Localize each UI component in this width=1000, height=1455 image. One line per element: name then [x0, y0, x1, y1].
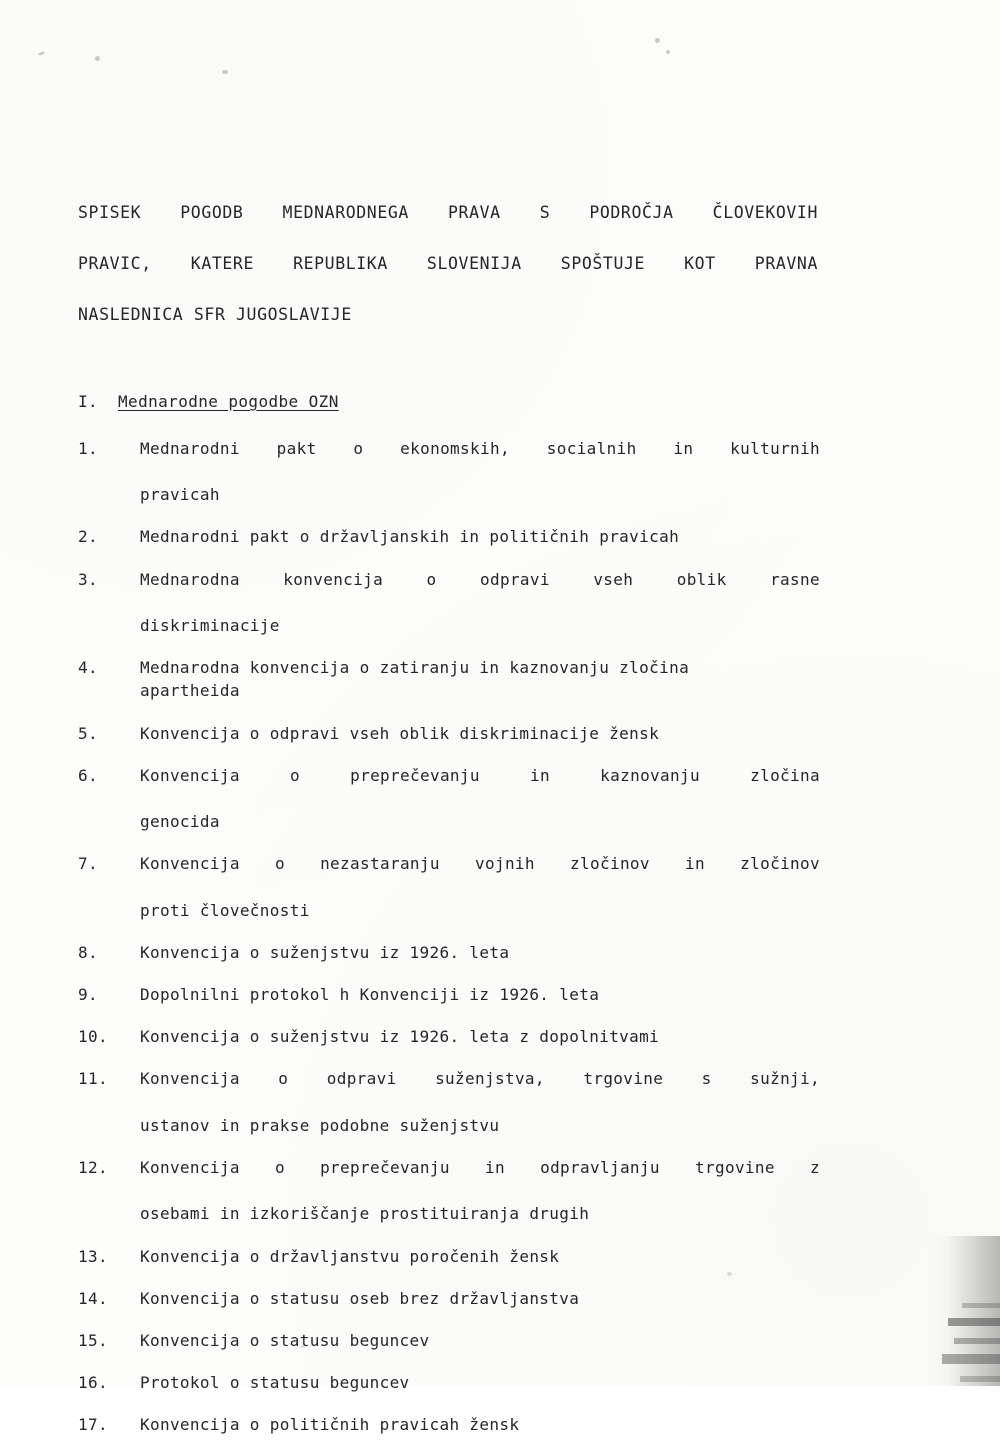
item-number: 5. [78, 723, 98, 743]
item-line: osebami in izkoriščanje prostituiranja drugih [140, 1204, 590, 1224]
item-number: 2. [78, 527, 98, 547]
scan-speck [95, 56, 100, 61]
item-line: Konvencija o suženjstvu iz 1926. leta z dopolnitvami [140, 1027, 660, 1047]
list-item [78, 983, 838, 1006]
list-item [78, 1287, 838, 1310]
item-number: 12. [78, 1157, 108, 1177]
item-line: diskriminacije [140, 615, 280, 635]
item-text [140, 1245, 820, 1268]
item-text [140, 941, 820, 964]
item-text [140, 1371, 820, 1394]
list-item [78, 1156, 838, 1226]
list-item [78, 722, 838, 745]
item-line: Protokol o statusu beguncev [140, 1373, 410, 1393]
list-item [78, 1067, 838, 1137]
section-label: Mednarodne pogodbe OZN [118, 391, 339, 411]
list-item [78, 1245, 838, 1268]
scan-edge-artifact [962, 1303, 1000, 1308]
scan-speck [666, 50, 670, 54]
list-item [78, 525, 838, 548]
item-text [140, 722, 820, 745]
item-line: genocida [140, 812, 220, 832]
item-line: Mednarodna konvencija o odpravi vseh oblik rasne [140, 569, 820, 589]
item-number: 1. [78, 438, 98, 458]
list-item [78, 1025, 838, 1048]
section-heading [78, 392, 838, 411]
item-number: 8. [78, 942, 98, 962]
list-item [78, 437, 838, 507]
item-text [140, 1025, 820, 1048]
scan-speck [38, 51, 46, 56]
item-line: Konvencija o preprečevanju in kaznovanju zločina [140, 765, 820, 785]
item-number: 3. [78, 569, 98, 589]
item-line: Konvencija o suženjstvu iz 1926. leta [140, 942, 510, 962]
section-number: I. [78, 391, 99, 411]
document-title [78, 200, 818, 328]
list-item [78, 1413, 838, 1436]
scan-edge-artifact [948, 1318, 1000, 1326]
treaty-list [78, 437, 838, 1437]
item-line: Konvencija o odpravi vseh oblik diskriminacije žensk [140, 723, 660, 743]
item-text [140, 568, 820, 638]
item-number: 9. [78, 985, 98, 1004]
item-line: pravicah [140, 485, 220, 505]
scan-edge-artifact [954, 1338, 1000, 1344]
item-number: 13. [78, 1246, 108, 1266]
item-line: Mednarodni pakt o državljanskih in političnih pravicah [140, 527, 680, 547]
item-line: Konvencija o statusu oseb brez državljanstva [140, 1288, 580, 1308]
item-text [140, 1287, 820, 1310]
title-line: SPISEK POGODB MEDNARODNEGA PRAVA S PODROČJA ČLOVEKOVIH [78, 203, 818, 222]
item-text [140, 437, 820, 507]
item-number: 16. [78, 1373, 108, 1393]
item-number: 10. [78, 1027, 108, 1047]
item-line: Konvencija o statusu beguncev [140, 1330, 430, 1350]
item-text [140, 1329, 820, 1352]
item-line: Mednarodni pakt o ekonomskih, socialnih in kulturnih [140, 438, 820, 458]
list-item [78, 656, 838, 702]
item-line: Mednarodna konvencija o zatiranju in kaznovanju zločina [140, 658, 690, 678]
scan-edge-artifact [960, 1376, 1000, 1382]
item-text [140, 525, 820, 548]
item-text [140, 852, 820, 922]
scan-speck [222, 70, 228, 74]
item-text [140, 1067, 820, 1137]
item-text [140, 656, 820, 702]
item-number: 15. [78, 1330, 108, 1350]
item-number: 7. [78, 854, 98, 874]
item-number: 6. [78, 765, 98, 785]
item-number: 17. [78, 1415, 108, 1435]
list-item [78, 568, 838, 638]
title-line: NASLEDNICA SFR JUGOSLAVIJE [78, 305, 352, 325]
scan-edge-artifact [942, 1354, 1000, 1364]
item-number: 4. [78, 658, 98, 678]
item-text [140, 1413, 820, 1436]
list-item [78, 1329, 838, 1352]
item-line: ustanov in prakse podobne suženjstvu [140, 1115, 500, 1135]
list-item [78, 941, 838, 964]
item-line: proti človečnosti [140, 900, 310, 920]
item-line: Dopolnilni protokol h Konvenciji iz 1926. leta [140, 985, 600, 1004]
item-line: Konvencija o državljanstvu poročenih žensk [140, 1246, 560, 1266]
item-line: Konvencija o odpravi suženjstva, trgovine s sužnji, [140, 1069, 820, 1089]
item-number: 14. [78, 1288, 108, 1308]
list-item [78, 1371, 838, 1394]
title-line: PRAVIC, KATERE REPUBLIKA SLOVENIJA SPOŠTUJE KOT PRAVNA [78, 254, 818, 274]
list-item [78, 764, 838, 834]
item-line: Konvencija o nezastaranju vojnih zločinov in zločinov [140, 854, 820, 874]
item-line: Konvencija o preprečevanju in odpravljanju trgovine z [140, 1157, 820, 1177]
item-text [140, 1156, 820, 1226]
item-number: 11. [78, 1069, 108, 1089]
item-line: apartheida [140, 681, 240, 701]
list-item [78, 852, 838, 922]
item-text [140, 983, 820, 1006]
scan-speck [654, 37, 661, 44]
item-line: Konvencija o političnih pravicah žensk [140, 1415, 520, 1435]
item-text [140, 764, 820, 834]
document-body [78, 200, 838, 1455]
